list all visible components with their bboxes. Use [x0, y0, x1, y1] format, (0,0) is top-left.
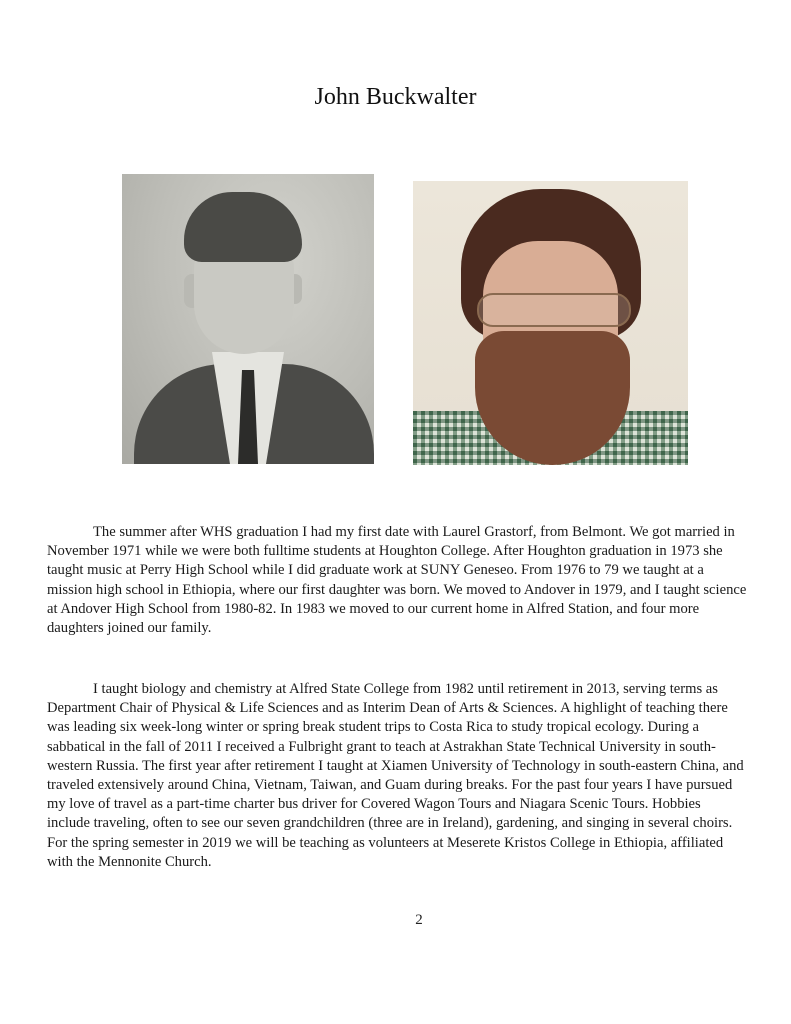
page-number: 2 [415, 912, 423, 928]
yearbook-portrait-photo [122, 174, 374, 464]
hair-shape [184, 192, 302, 262]
paragraph-text: The summer after WHS graduation I had my first date with Laurel Grastorf, from Belmont. We got married in November 1971 while we were both fulltime students at Houghton College. After Houghton graduation in 1973 she taught music at Perry High School while I did graduate work at SUNY Geneseo. From 1976 to 79 we taught at a mission high school in Ethiopia, where our first daughter was born. We moved to Andover in 1979, and I taught science at Andover High School from 1980-82. In 1983 we moved to our current home in Alfred Station, and four more daughters joined our family. [47, 524, 747, 637]
glasses-shape [477, 293, 631, 327]
paragraph-text: I taught biology and chemistry at Alfred State College from 1982 until retirement in 2013, serving terms as Department Chair of Physical & Life Sciences and as Interim Dean of Arts & Sciences. A highlight of teaching there was leading six week-long winter or spring break student trips to Costa Rica to study tropical ecology. During a sabbatical in the fall of 2011 I received a Fulbright grant to teach at Astrakhan State Technical University in south-western Russia. The first year after retirement I taught at Xiamen University of Technology in south-eastern China, and traveled extensively around China, Vietnam, Taiwan, and Guam during breaks. For the past four years I have pursued my love of travel as a part-time charter bus driver for Covered Wagon Tours and Niagara Scenic Tours. Hobbies include traveling, often to see our seven grandchildren (three are in Ireland), gardening, and singing in several choirs. For the spring semester in 2019 we will be teaching as volunteers at Meserete Kristos College in Ethiopia, affiliated with the Mennonite Church. [47, 681, 744, 870]
recent-portrait-photo [413, 181, 688, 465]
body-paragraph-2 [47, 680, 747, 872]
body-paragraph-1 [47, 523, 747, 638]
page-title: John Buckwalter [314, 84, 477, 110]
